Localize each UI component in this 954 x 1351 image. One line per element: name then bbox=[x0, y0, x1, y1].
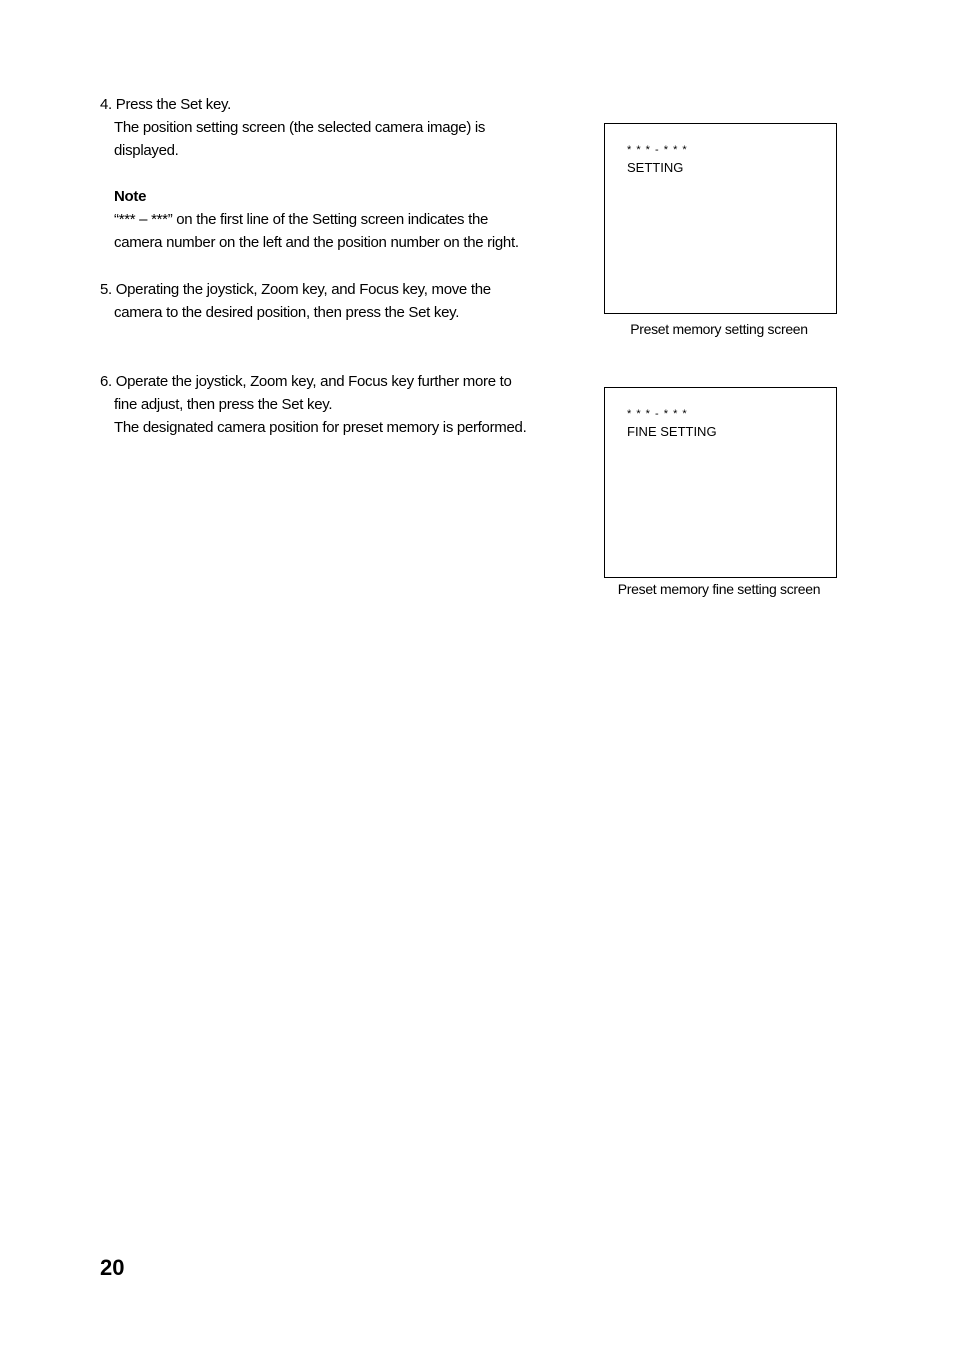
fine-setting-screen-label: FINE SETTING bbox=[627, 424, 717, 439]
step-6-line-3: The designated camera position for preset memory is performed. bbox=[114, 419, 527, 436]
page-number: 20 bbox=[100, 1255, 125, 1280]
note-line-2: camera number on the left and the position number on the right. bbox=[114, 234, 519, 251]
step-4-body-line-1: The position setting screen (the selected camera image) is bbox=[114, 119, 486, 136]
setting-screen-illustration bbox=[604, 123, 837, 314]
fine-setting-screen-caption: Preset memory fine setting screen bbox=[617, 581, 821, 597]
step-4-body-line-2: displayed. bbox=[114, 142, 179, 159]
step-4-title: 4. Press the Set key. bbox=[100, 96, 231, 113]
step-5-line-2: camera to the desired position, then press the Set key. bbox=[114, 304, 460, 321]
step-6-line-2: fine adjust, then press the Set key. bbox=[114, 396, 333, 413]
setting-screen-stars: * * * - * * * bbox=[627, 144, 688, 156]
step-6-line-1: 6. Operate the joystick, Zoom key, and Focus key further more to bbox=[100, 373, 512, 390]
note-heading: Note bbox=[114, 188, 147, 205]
fine-setting-screen-illustration bbox=[604, 387, 837, 578]
setting-screen-label: SETTING bbox=[627, 160, 684, 175]
setting-screen-caption: Preset memory setting screen bbox=[630, 321, 808, 337]
step-5-line-1: 5. Operating the joystick, Zoom key, and Focus key, move the bbox=[100, 281, 491, 298]
note-line-1: “*** – ***” on the first line of the Setting screen indicates the bbox=[114, 211, 489, 228]
fine-setting-screen-stars: * * * - * * * bbox=[627, 408, 688, 420]
